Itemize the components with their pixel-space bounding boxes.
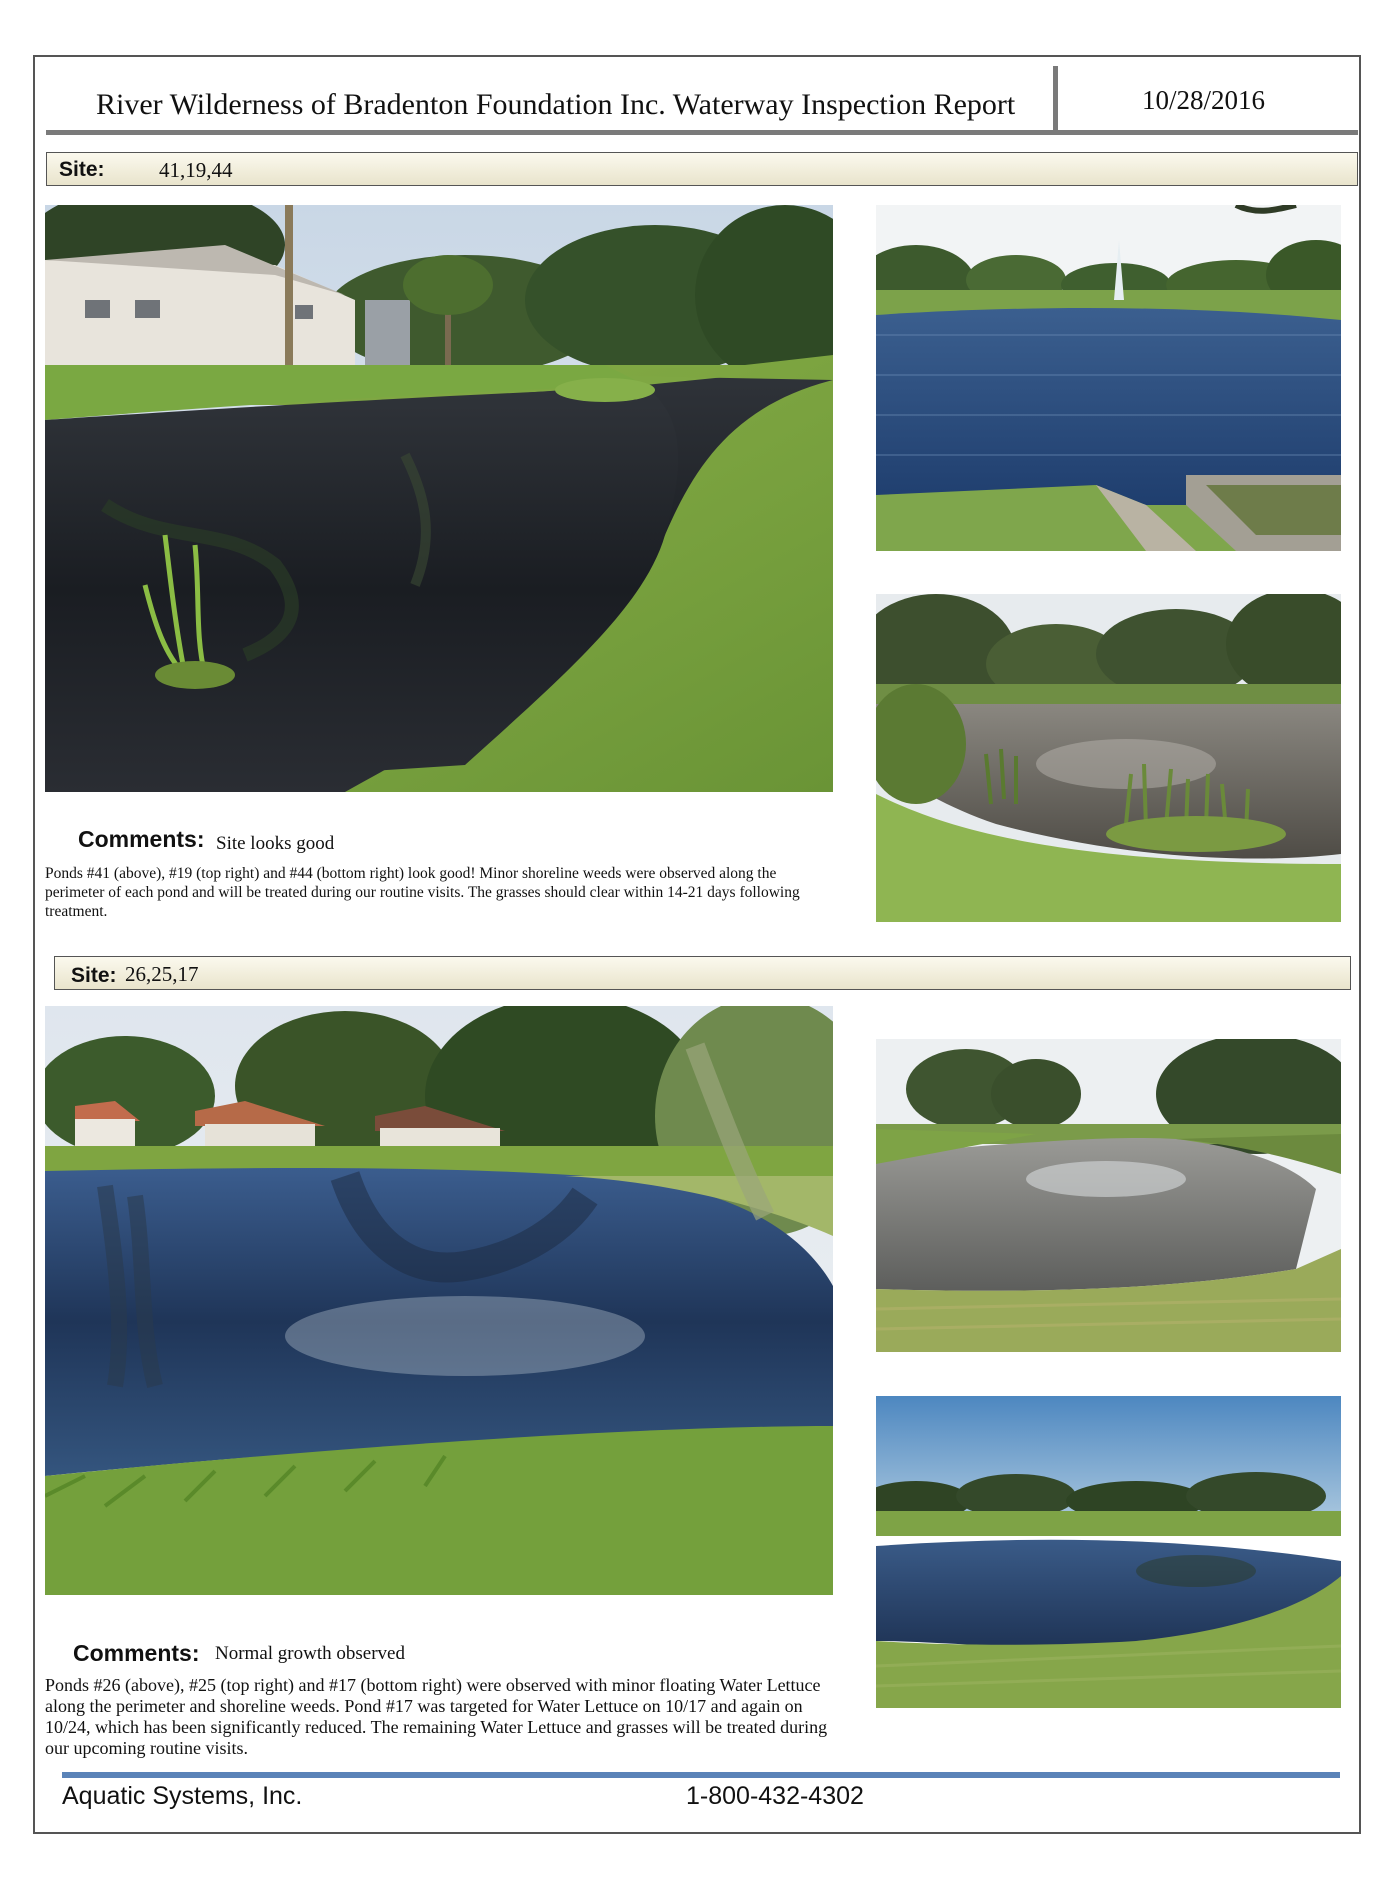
header-divider-vertical: [1053, 66, 1058, 134]
pond-photo-41: [45, 205, 833, 792]
site-bar-2: [54, 956, 1351, 990]
footer-divider: [62, 1772, 1340, 1778]
pond-photo-26: [45, 1006, 833, 1595]
comments-label-1: Comments:: [78, 826, 205, 852]
report-date: 10/28/2016: [1142, 85, 1266, 115]
site-value: 26,25,17: [125, 962, 199, 986]
comments-text-2: Ponds #26 (above), #25 (top right) and #17 (bottom right) were observed with minor floating Water Lettuce along the perimeter and shoreline weeds. Pond #17 was targeted for Water Lettuce on 10/17 and again on 10/24, which has been significantly reduced. The remaining Water Lettuce and grasses will be treated during our upcoming routine visits.: [45, 1675, 828, 1758]
header-divider: [46, 130, 1358, 135]
footer-phone: 1-800-432-4302: [686, 1782, 864, 1810]
comments-summary-1: Site looks good: [216, 833, 335, 854]
site-label: Site:: [71, 964, 117, 987]
pond-photo-19: [876, 205, 1341, 551]
site-bar-1: [46, 152, 1358, 186]
site-value: 41,19,44: [159, 158, 233, 182]
pond-photo-25: [876, 1039, 1341, 1352]
comments-text-1: Ponds #41 (above), #19 (top right) and #44 (bottom right) look good! Minor shoreline weeds were observed along the perimeter of each pond and will be treated during our routine visits. The grasses should clear within 14-21 days following treatment.: [45, 865, 800, 920]
site-label: Site:: [59, 158, 105, 181]
comments-label-2: Comments:: [73, 1640, 200, 1666]
pond-photo-17: [876, 1396, 1341, 1708]
comments-summary-2: Normal growth observed: [215, 1643, 405, 1664]
footer-company: Aquatic Systems, Inc.: [62, 1782, 303, 1810]
pond-photo-44: [876, 594, 1341, 922]
report-title: River Wilderness of Bradenton Foundation Inc. Waterway Inspection Report: [96, 88, 1016, 121]
